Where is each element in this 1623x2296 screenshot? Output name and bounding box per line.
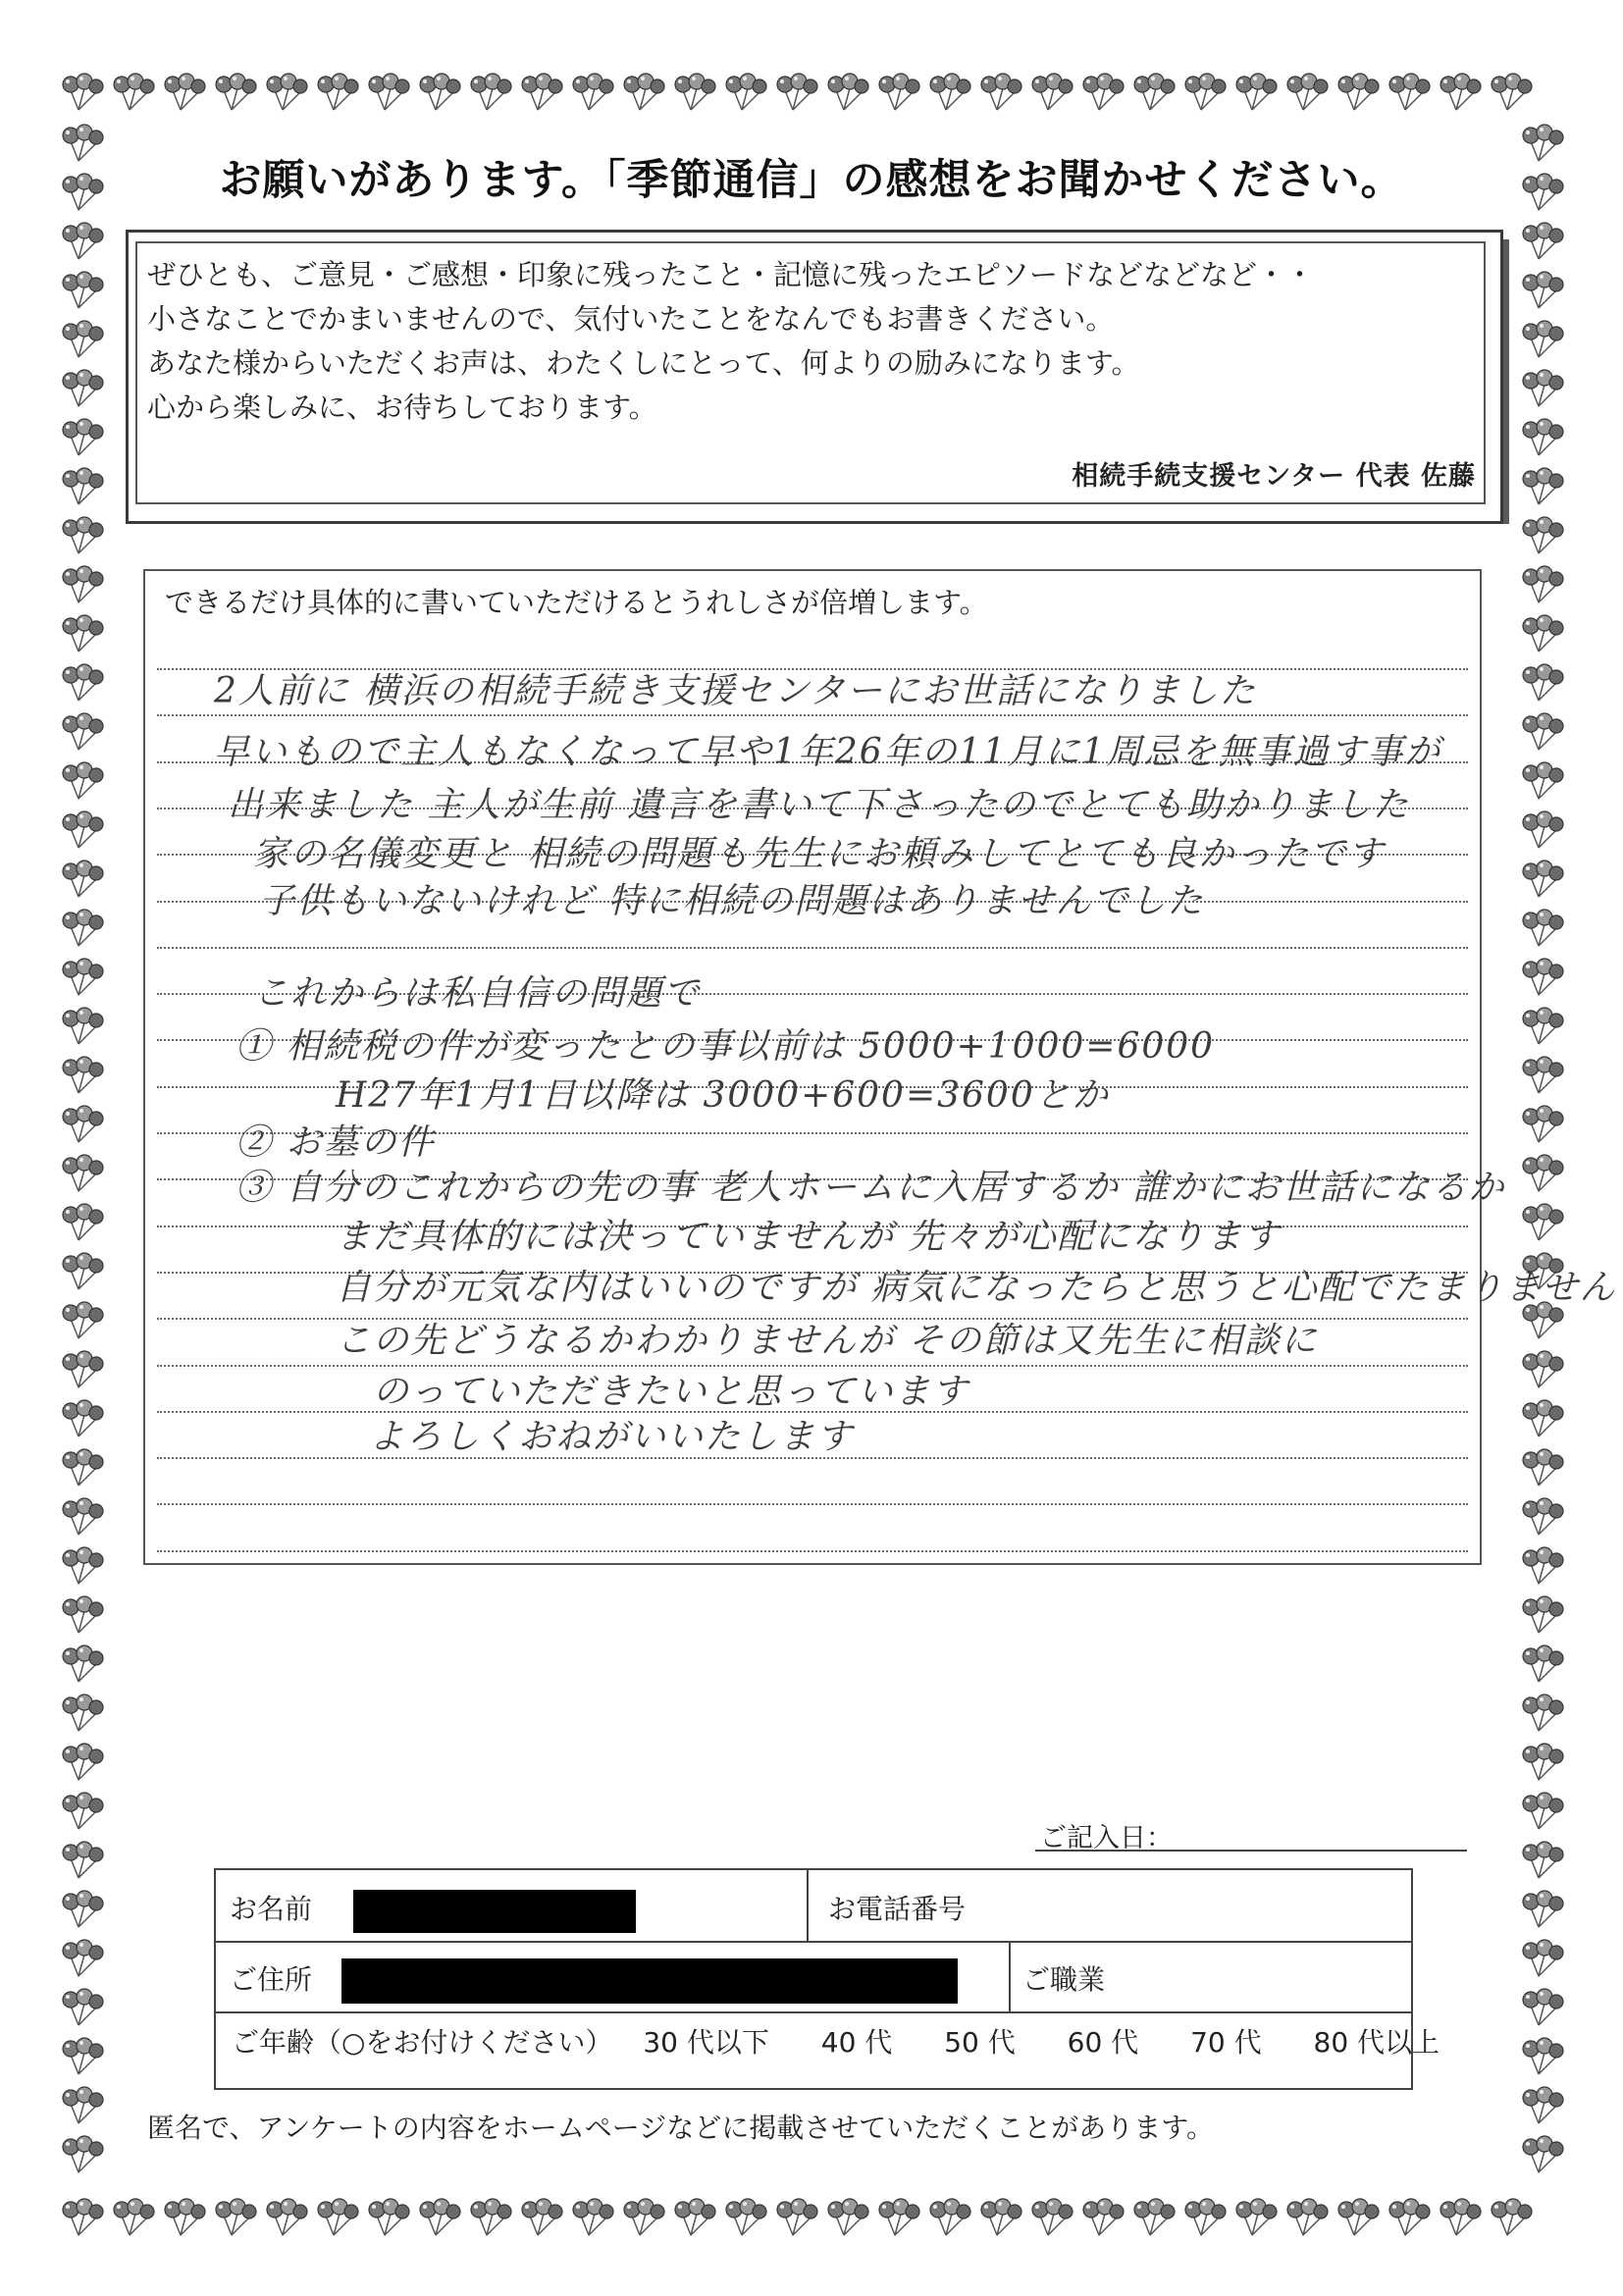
form-row-divider	[216, 2011, 1411, 2013]
form-col-divider	[1009, 1941, 1011, 2011]
entry-date-field[interactable]	[1035, 1850, 1467, 1852]
comment-prompt: できるだけ具体的に書いていただけるとうれしさが倍増します。	[165, 586, 988, 619]
age-option[interactable]: 70 代	[1190, 2026, 1262, 2059]
handwritten-line: この先どうなるかわかりませんが その節は又先生に相談に	[336, 1321, 1319, 1361]
handwritten-line: ② お墓の件	[236, 1122, 436, 1163]
handwritten-line: のっていただきたいと思っています	[373, 1372, 969, 1412]
handwritten-line: よろしくおねがいいたします	[369, 1417, 855, 1457]
intro-line: 小さなことでかまいませんので、気付いたことをなんでもお書きください。	[147, 302, 1115, 336]
handwritten-line: 出来ました 主人が生前 遺言を書いて下さったのでとても助かりました	[228, 785, 1410, 825]
intro-line: 心から楽しみに、お待ちしております。	[147, 391, 657, 424]
page-title: お願いがあります。「季節通信」の感想をお聞かせください。	[219, 156, 1404, 205]
occupation-label: ご職業	[1022, 1963, 1106, 1996]
age-option[interactable]: 50 代	[944, 2026, 1016, 2059]
age-option[interactable]: 60 代	[1067, 2026, 1139, 2059]
form-col-divider	[807, 1870, 809, 1941]
handwritten-line: 早いもので主人もなくなって早や1年26年の11月に1周忌を無事過す事が	[214, 732, 1442, 772]
handwritten-line: ① 相続税の件が変ったとの事以前は 5000+1000=6000	[236, 1026, 1216, 1067]
address-label: ご住所	[230, 1963, 313, 1996]
form-row-divider	[216, 1941, 1411, 1943]
footer-note: 匿名で、アンケートの内容をホームページなどに掲載させていただくことがあります。	[147, 2112, 1214, 2144]
age-option[interactable]: 80 代以上	[1313, 2026, 1440, 2059]
handwritten-line: これからは私自信の問題で	[253, 973, 702, 1014]
ruled-line	[157, 1550, 1468, 1552]
age-option[interactable]: 30 代以下	[643, 2026, 769, 2059]
age-label: ご年齢（○をお付けください）	[232, 2026, 613, 2059]
intro-signature: 相続手続支援センター 代表 佐藤	[1072, 461, 1476, 492]
entry-date-label: ご記入日：	[1040, 1823, 1173, 1853]
handwritten-line: ③ 自分のこれからの先の事 老人ホームに入居するか 誰かにお世話になるか	[236, 1168, 1506, 1208]
ruled-line	[157, 947, 1468, 949]
intro-line: ぜひとも、ご意見・ご感想・印象に残ったこと・記憶に残ったエピソードなどなどなど・・	[147, 258, 1315, 291]
age-row	[232, 2021, 1483, 2061]
intro-text	[147, 253, 1472, 430]
ruled-line	[157, 1503, 1468, 1505]
handwritten-line: 自分が元気な内はいいのですが 病気になったらと思うと心配でたまりません	[336, 1268, 1617, 1308]
handwritten-line: 子供もいないけれど 特に相続の問題はありませんでした	[259, 881, 1205, 921]
contact-form	[214, 1868, 1440, 2090]
handwritten-line: 家の名儀変更と 相続の問題も先生にお頼みしてとても良かったです	[253, 834, 1386, 874]
name-label: お名前	[230, 1893, 313, 1925]
age-option[interactable]: 40 代	[820, 2026, 893, 2059]
intro-line: あなた様からいただくお声は、わたくしにとって、何よりの励みになります。	[147, 346, 1140, 380]
handwritten-line: 2人前に 横浜の相続手続き支援センターにお世話になりました	[214, 671, 1257, 711]
name-field-redacted[interactable]	[353, 1890, 636, 1933]
handwritten-line: H27年1月1日以降は 3000+600=3600とか	[336, 1075, 1110, 1116]
address-field-redacted[interactable]	[341, 1958, 958, 2004]
phone-label: お電話番号	[828, 1893, 967, 1925]
handwritten-line: まだ具体的には決っていませんが 先々が心配になります	[336, 1217, 1282, 1257]
ruled-line	[157, 714, 1468, 716]
